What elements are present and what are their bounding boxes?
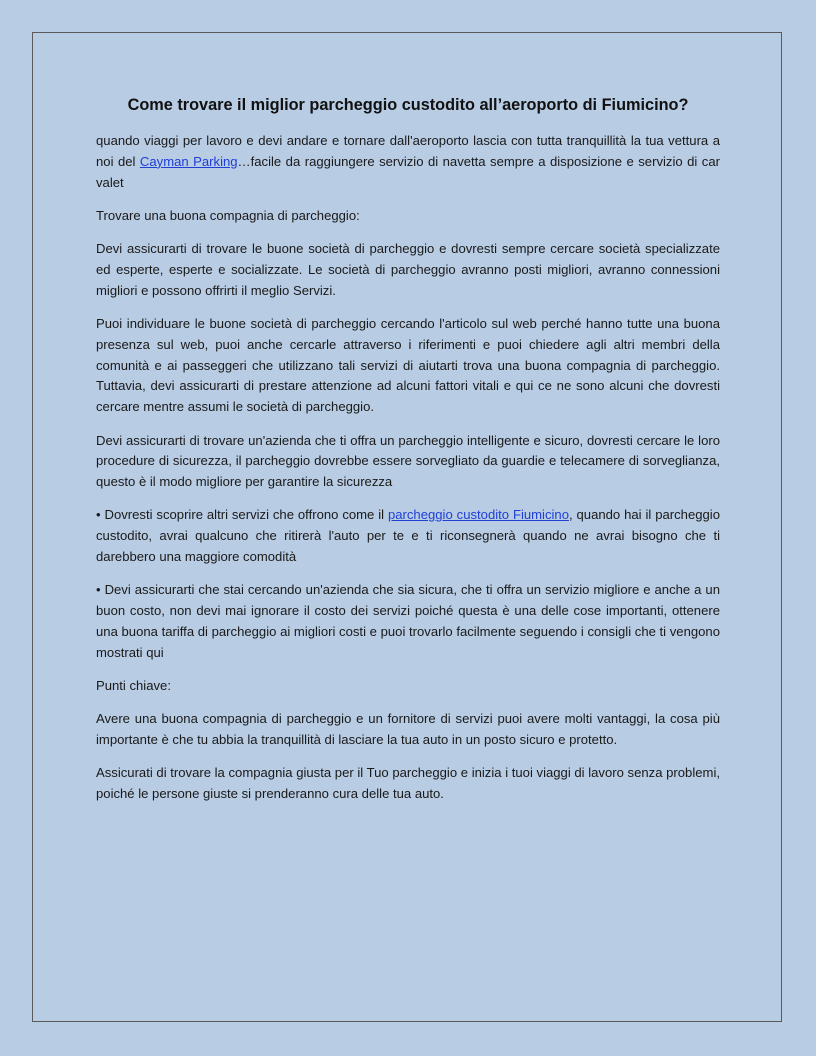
section-heading-key-points: Punti chiave: (96, 678, 171, 694)
intro-paragraph (96, 131, 720, 193)
paragraph-advantages: Avere una buona compagnia di parcheggio e un fornitore di servizi puoi avere molti vantaggi, la cosa più importante è che tu abbia la tranquillità di lasciare la tua auto in un posto sicuro e protetto. (96, 711, 720, 748)
intro-text-end: …facile da raggiungere servizio di navetta sempre a disposizione e servizio di car valet (96, 153, 720, 190)
document-body (96, 94, 720, 818)
paragraph-find-companies: Puoi individuare le buone società di parcheggio cercando l'articolo sul web perché hanno tutte una buona presenza sul web, puoi anche cercarle attraverso i riferimenti e puoi chiedere agli altri membri della comunità e ai passeggeri che utilizzano tali servizi di aiutarti trova una buona compagnia di parcheggio. Tuttavia, devi assicurarti di prestare attenzione ad alcuni fattori vitali e qui ce ne sono alcuni che dovresti cercare mentre assumi le società di parcheggio. (96, 316, 720, 415)
bullet-1-text-end: , quando hai il parcheggio custodito, avrai qualcuno che ritirerà l'auto per te e ti riconsegnerà quando ne avrai bisogno che ti darebbero una maggiore comodità (96, 507, 720, 565)
intro-text-start: quando viaggi per lavoro e devi andare e tornare dall'aeroporto lascia con tutta tranquillità la tua vettura a noi del (96, 133, 720, 169)
parcheggio-custodito-link[interactable]: parcheggio custodito Fiumicino (387, 507, 569, 523)
paragraph-specialized-companies: Devi assicurarti di trovare le buone società di parcheggio e dovresti sempre cercare società specializzate ed esperte, esperte e socializzate. Le società di parcheggio avranno posti migliori, avranno connessioni migliori e possono offrirti il meglio Servizi. (96, 241, 720, 298)
section-heading-company: Trovare una buona compagnia di parcheggio: (96, 207, 360, 223)
paragraph-security: Devi assicurarti di trovare un'azienda che ti offra un parcheggio intelligente e sicuro, dovresti cercare le loro procedure di sicurezza, il parcheggio dovrebbe essere sorvegliato da guardie e telecamere di sorveglianza, questo è il modo migliore per garantire la sicurezza (96, 432, 720, 490)
bullet-safe-company: • Devi assicurarti che stai cercando un'azienda che sia sicura, che ti offra un servizio migliore e anche a un buon costo, non devi mai ignorare il costo dei servizi poiché questa è una delle cose importanti, ottenere una buona tariffa di parcheggio ai migliori costi e puoi trovarlo facilmente seguendo i consigli che ti vengono mostrati qui (96, 582, 720, 660)
bullet-1-text-start: • Dovresti scoprire altri servizi che offrono come il (96, 507, 388, 523)
cayman-parking-link[interactable]: Cayman Parking (139, 153, 238, 169)
paragraph-conclusion: Assicurati di trovare la compagnia giusta per il Tuo parcheggio e inizia i tuoi viaggi di lavoro senza problemi, poiché le persone giuste si prenderanno cura delle tua auto. (96, 765, 720, 802)
document-title: Come trovare il miglior parcheggio custodito all’aeroporto di Fiumicino? (127, 96, 689, 114)
bullet-other-services (96, 505, 720, 567)
